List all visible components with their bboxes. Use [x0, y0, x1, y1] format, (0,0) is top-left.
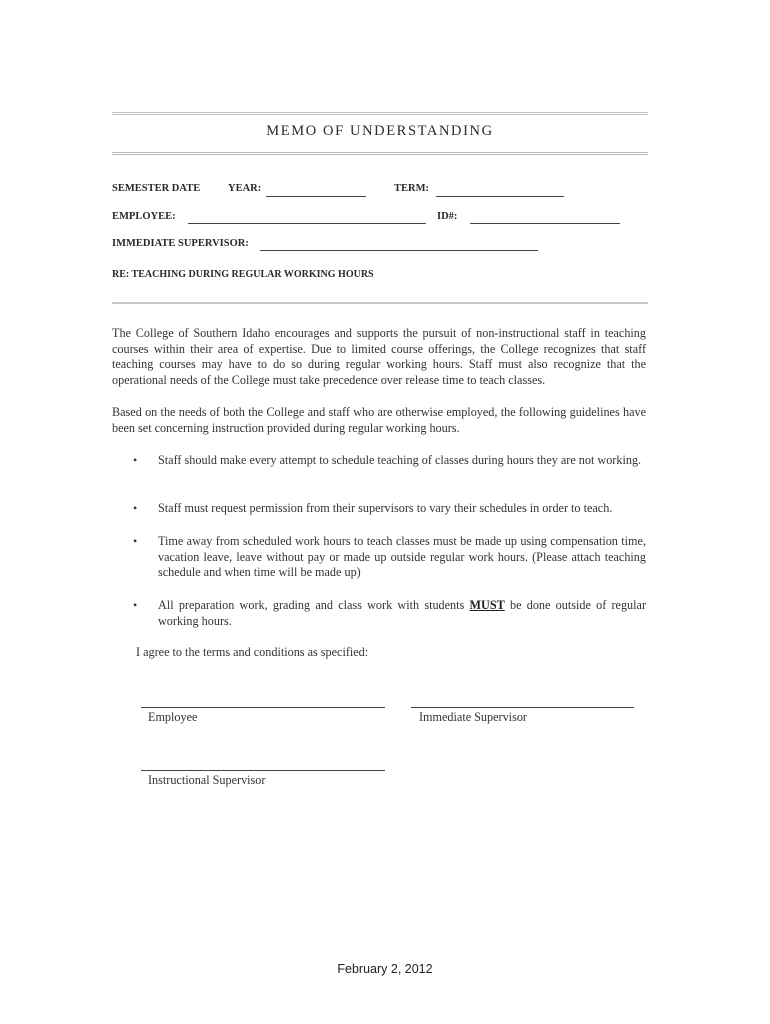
id-field[interactable] — [470, 223, 620, 224]
employee-signature-label: Employee — [148, 710, 198, 724]
bullet-text: Time away from scheduled work hours to teach classes must be made up using compensation time, vacation leave, leave without pay or made up outside regular work hours. (Please attach teaching schedule and when time will be made up) — [158, 534, 646, 580]
footer-date: February 2, 2012 — [337, 962, 433, 976]
header-bottom-rule — [112, 302, 648, 304]
bullet-text: Staff must request permission from their supervisors to vary their schedules in order to teach. — [158, 501, 613, 515]
bullet-text — [158, 598, 646, 629]
year-label: YEAR: — [228, 183, 262, 194]
id-label: ID#: — [437, 211, 458, 222]
employee-signature-line[interactable] — [141, 707, 385, 708]
guidelines-paragraph: Based on the needs of both the College and staff who are otherwise employed, the following guidelines have been set concerning instruction provided during regular working hours. — [112, 405, 646, 435]
re-line: RE: TEACHING DURING REGULAR WORKING HOURS — [112, 269, 374, 280]
term-label: TERM: — [394, 183, 429, 194]
intro-paragraph: The College of Southern Idaho encourages and supports the pursuit of non-instructional staff in teaching courses within their area of expertise. Due to limited course offerings, the College recognizes that staff teaching courses may have to do so during regular working hours. Staff must also recognize that the operational needs of the College must take precedence over release time to teach classes. — [112, 326, 646, 387]
supervisor-field[interactable] — [260, 250, 538, 251]
bullet-icon: • — [133, 598, 138, 612]
must-emphasis: MUST — [469, 598, 505, 612]
term-field[interactable] — [436, 196, 564, 197]
bullet-icon: • — [133, 501, 138, 515]
memo-title: MEMO OF UNDERSTANDING — [266, 123, 494, 139]
employee-field[interactable] — [188, 223, 426, 224]
instructional-supervisor-signature-line[interactable] — [141, 770, 385, 771]
bullet-icon: • — [133, 453, 138, 467]
bullet-text-end: be done outside of regular working hours. — [158, 598, 647, 628]
year-field[interactable] — [266, 196, 366, 197]
title-bottom-rule — [112, 152, 648, 155]
bullet-text-start: All preparation work, grading and class work with students — [158, 598, 470, 612]
bullet-text: Staff should make every attempt to schedule teaching of classes during hours they are not working. — [158, 453, 642, 467]
employee-label: EMPLOYEE: — [112, 211, 176, 222]
supervisor-label: IMMEDIATE SUPERVISOR: — [112, 238, 249, 249]
agreement-statement: I agree to the terms and conditions as specified: — [136, 645, 369, 659]
immediate-supervisor-signature-label: Immediate Supervisor — [419, 710, 527, 724]
top-rule — [112, 112, 648, 115]
instructional-supervisor-signature-label: Instructional Supervisor — [148, 773, 266, 787]
immediate-supervisor-signature-line[interactable] — [411, 707, 634, 708]
bullet-icon: • — [133, 534, 138, 548]
semester-date-label: SEMESTER DATE — [112, 183, 201, 194]
